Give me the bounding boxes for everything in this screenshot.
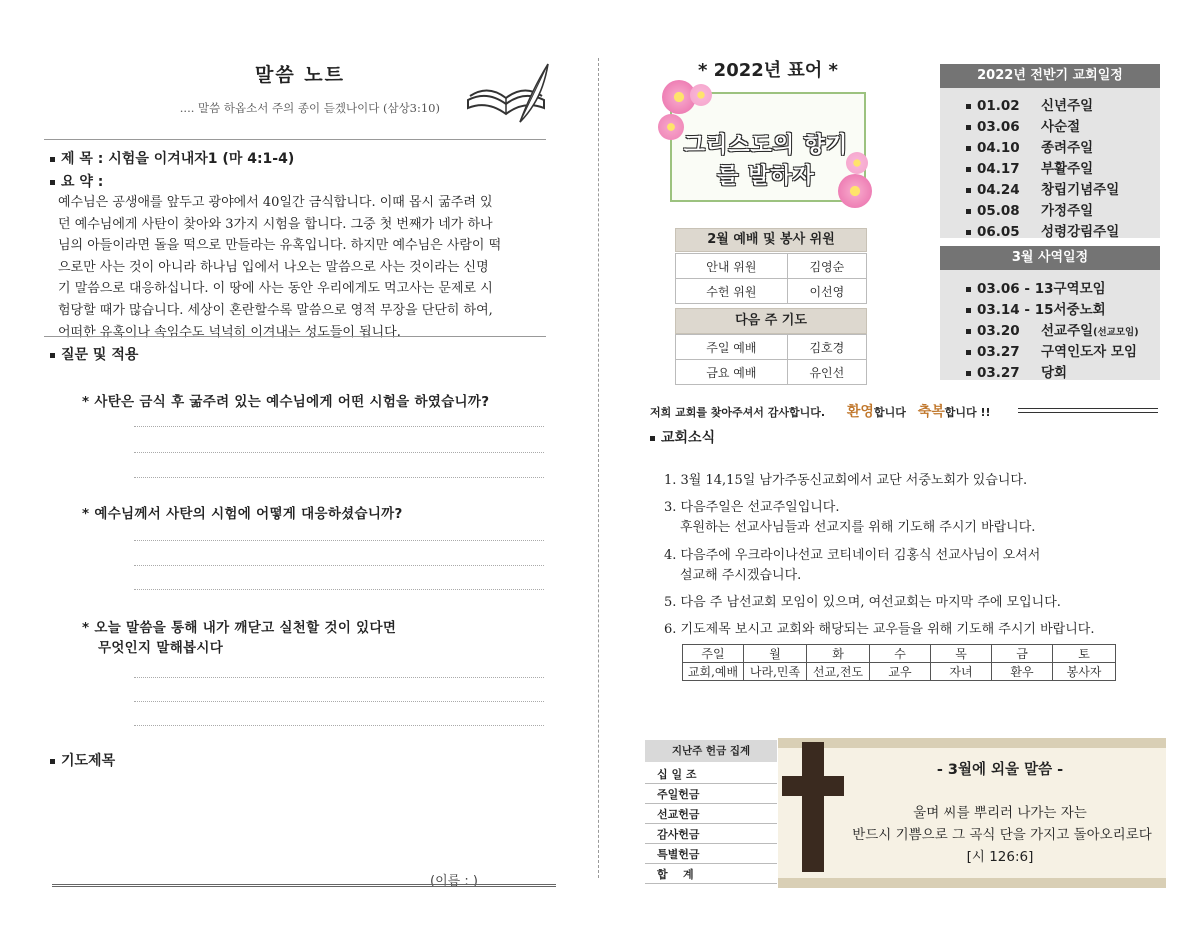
- news-item-3-cont: 후원하는 선교사님들과 선교지를 위해 기도해 주시기 바랍니다.: [680, 520, 1036, 535]
- cross-icon: [802, 742, 824, 872]
- summary-line: 님의 아들이라면 돌을 떡으로 만들라는 유혹입니다. 하지만 예수님은 사람이 떡: [58, 238, 502, 254]
- news-item-6: 6. 기도제목 보시고 교회와 해당되는 교우들을 위해 기도해 주시기 바랍니다.: [664, 622, 1095, 637]
- summary-line: 기 말씀으로 대응하십니다. 이 땅에 사는 동안 우리에게도 먹고사는 문제로 시: [58, 281, 493, 297]
- prayer-topics-label: 기도제목: [50, 750, 115, 770]
- sermon-subject: 제 목 : 시험을 이겨내자1 (마 4:1-4): [50, 148, 294, 168]
- book-feather-icon: [462, 60, 554, 130]
- summary-line: 어떠한 유혹이나 속임수도 넉넉히 이겨내는 성도들이 됩니다.: [58, 324, 401, 340]
- question-3: * 오늘 말씀을 통해 내가 깨닫고 실천할 것이 있다면: [82, 620, 397, 636]
- offering-header: 지난주 헌금 집계: [645, 740, 777, 762]
- motto-text: 그리스도의 향기를 발하자: [683, 133, 849, 189]
- summary-line: 던 예수님에게 사탄이 찾아와 3가지 시험을 합니다. 그중 첫 번째가 네가 하나: [58, 216, 493, 232]
- subtitle: .... 말씀 하옵소서 주의 종이 듣겠나이다 (삼상3:10): [179, 101, 440, 115]
- duty-table: [675, 253, 867, 304]
- news-item-4-cont: 설교해 주시겠습니다.: [680, 568, 802, 583]
- list-item: 03.06 사순절: [966, 115, 1080, 135]
- memory-verse-line: 반드시 기쁨으로 그 곡식 단을 가지고 돌아오리로다: [852, 827, 1152, 843]
- news-item-5: 5. 다음 주 남선교회 모임이 있으며, 여선교회는 마지막 주에 모입니다.: [664, 595, 1061, 610]
- list-item: 05.08 가정주일: [966, 199, 1093, 219]
- prayer-duty-header: 다음 주 기도: [675, 308, 867, 334]
- table-row: 주일 예배 김호경: [676, 335, 867, 360]
- questions-label: 질문 및 적용: [50, 344, 138, 364]
- offering-item: 감사헌금: [645, 825, 777, 844]
- welcome-message: 저희 교회를 찾아주셔서 감사합니다. 환영합니다 축복합니다 !!: [650, 404, 991, 420]
- summary-label: 요 약 :: [50, 171, 103, 191]
- table-row: 수헌 위원 이선영: [676, 279, 867, 304]
- memory-verse-line: 울며 씨를 뿌리러 나가는 자는: [913, 805, 1087, 821]
- list-item: 03.14 - 15서중노회: [966, 298, 1106, 318]
- list-item: 01.02 신년주일: [966, 94, 1093, 114]
- memory-verse-title: - 3월에 외울 말씀 -: [936, 762, 1064, 778]
- news-item-3: 3. 다음주일은 선교주일입니다.: [664, 500, 840, 515]
- duty-table-header: 2월 예배 및 봉사 위원: [675, 228, 867, 252]
- schedule-h1-header: 2022년 전반기 교회일정: [940, 64, 1160, 88]
- list-item: 03.06 - 13구역모임: [966, 277, 1106, 297]
- list-item: 06.05 성령강림주일: [966, 220, 1119, 240]
- question-1: * 사탄은 금식 후 굶주려 있는 예수님에게 어떤 시험을 하였습니까?: [82, 394, 490, 410]
- page-title: 말씀 노트: [254, 64, 346, 86]
- list-item: 04.17 부활주일: [966, 157, 1093, 177]
- list-item: 04.10 종려주일: [966, 136, 1093, 156]
- memory-verse-ref: [시 126:6]: [966, 849, 1034, 865]
- offering-item: 합 계: [645, 865, 777, 884]
- table-row: 교회,예배 나라,민족 선교,전도 교우 자녀 환우 봉사자: [683, 663, 1116, 681]
- offering-item: 주일헌금: [645, 785, 777, 804]
- list-item: 03.27 당회: [966, 361, 1067, 381]
- table-row: 안내 위원 김영순: [676, 254, 867, 279]
- offering-item: 십 일 조: [645, 765, 777, 784]
- list-item: 03.20 선교주일(선교모임): [966, 319, 1139, 339]
- question-3-cont: 무엇인지 말해봅시다: [98, 640, 224, 656]
- summary-line: 예수님은 공생애를 앞두고 광야에서 40일간 금식합니다. 이때 몹시 굶주려 있: [58, 195, 493, 210]
- offering-item: 특별헌금: [645, 845, 777, 864]
- table-row: 주일 월 화 수 목 금 토: [683, 645, 1116, 663]
- summary-line: 으로만 사는 것이 아니라 하나님 입에서 나오는 말씀으로 사는 것이라는 신명: [58, 259, 489, 275]
- page-divider: [598, 58, 599, 878]
- summary-line: 험당할 때가 많습니다. 세상이 혼란할수록 말씀으로 영적 무장을 단단히 하여,: [58, 302, 493, 318]
- offering-item: 선교헌금: [645, 805, 777, 824]
- name-field[interactable]: (이름 : ): [430, 874, 478, 889]
- news-label: 교회소식: [650, 427, 715, 447]
- flower-icon: [690, 84, 712, 106]
- news-item-1: 1. 3월 14,15일 남가주동신교회에서 교단 서중노회가 있습니다.: [664, 473, 1028, 488]
- sermon-summary: [58, 192, 546, 343]
- prayer-duty-table: [675, 334, 867, 385]
- list-item: 04.24 창립기념주일: [966, 178, 1119, 198]
- motto-title: * 2022년 표어 *: [698, 60, 838, 81]
- question-2: * 예수님께서 사탄의 시험에 어떻게 대응하셨습니까?: [82, 506, 403, 522]
- news-item-4: 4. 다음주에 우크라이나선교 코티네이터 김홍식 선교사님이 오셔서: [664, 548, 1041, 563]
- cross-icon: [782, 776, 844, 796]
- schedule-march-header: 3월 사역일정: [940, 246, 1160, 270]
- prayer-schedule-table: [682, 644, 1116, 681]
- table-row: 금요 예배 유인선: [676, 360, 867, 385]
- list-item: 03.27 구역인도자 모임: [966, 340, 1137, 360]
